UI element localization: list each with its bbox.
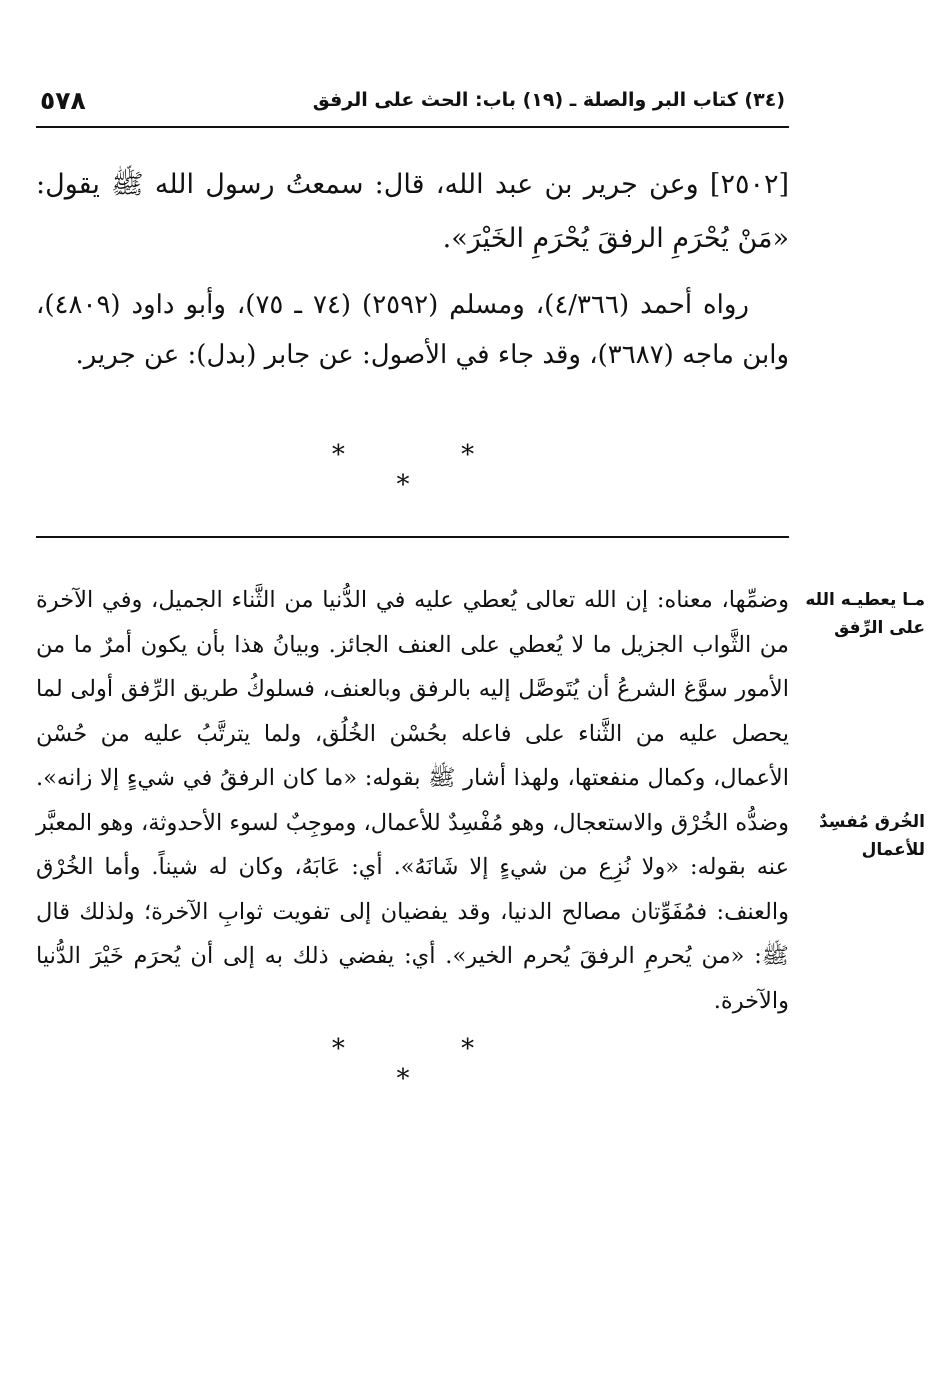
header-rule [36,126,789,128]
margin-note-reward-for-gentleness: مـا يعطيـه الله على الرِّفق [805,590,925,638]
page-number: ٥٧٨ [40,86,86,115]
commentary-text [36,578,789,1023]
running-title: (٣٤) كتاب البر والصلة ـ (١٩) باب: الحث على الرفق [312,89,785,111]
takhrij-text [36,280,789,380]
takhrij-body: رواه أحمد (٤/٣٦٦)، ومسلم (٢٥٩٢) (٧٤ ـ ٧٥)، وأبو داود (٤٨٠٩)، وابن ماجه (٣٦٨٧)، وقد جاء في الأصول: عن جابر (بدل): عن جرير. [36,290,789,370]
hadith-text [36,158,789,266]
commentary-body: وضمِّها، معناه: إن الله تعالى يُعطي عليه في الدُّنيا من الثَّناء الجميل، وفي الآخرة من الثَّواب الجزيل ما لا يُعطي على العنف الجائز. وبيانُ هذا بأن يكون أمرٌ ما من الأمور سوَّغ الشرعُ أن يُتَوصَّل إليه بالرفق وبالعنف، فسلوكُ طريق الرِّفق أولى لما يحصل عليه من الثَّناء على فاعله بحُسْن الخُلُق، ولما يترتَّبُ عليه من حُسْن الأعمال، وكمال منفعتها، ولهذا أشار ﷺ بقوله: «ما كان الرفقُ في شيءٍ إلا زانه». وضدُّه الخُرْق والاستعجال، وهو مُفْسِدٌ للأعمال، وموجِبٌ لسوء الأحدوثة، وهو المعبَّر عنه بقوله: «ولا نُزِع من شيءٍ إلا شَانَهُ». أي: عَابَهُ، وكان له شيناً. وأما الخُرْق والعنف: فمُفَوِّتان مصالح الدنيا، وقد يفضيان إلى تفويت ثوابِ الآخرة؛ ولذلك قال ﷺ: «من يُحرمِ الرفقَ يُحرم الخير». أي: يفضي ذلك به إلى أن يُحرَم خَيْرَ الدُّنيا والآخرة. [36,587,789,1014]
hadith-body: [٢٥٠٢] وعن جرير بن عبد الله، قال: سمعتُ رسول الله ﷺ يقول: «مَنْ يُحْرَمِ الرفقَ يُحْرَمِ الخَيْرَ». [36,169,789,254]
margin-note-harshness-spoils-deeds: الخُرق مُفسِدٌ للأعمال [818,812,925,860]
page-header [36,86,789,122]
end-separator-stars: * * * [331,1034,529,1094]
footnote-divider [36,536,789,538]
section-separator-stars: * * * [331,440,529,500]
